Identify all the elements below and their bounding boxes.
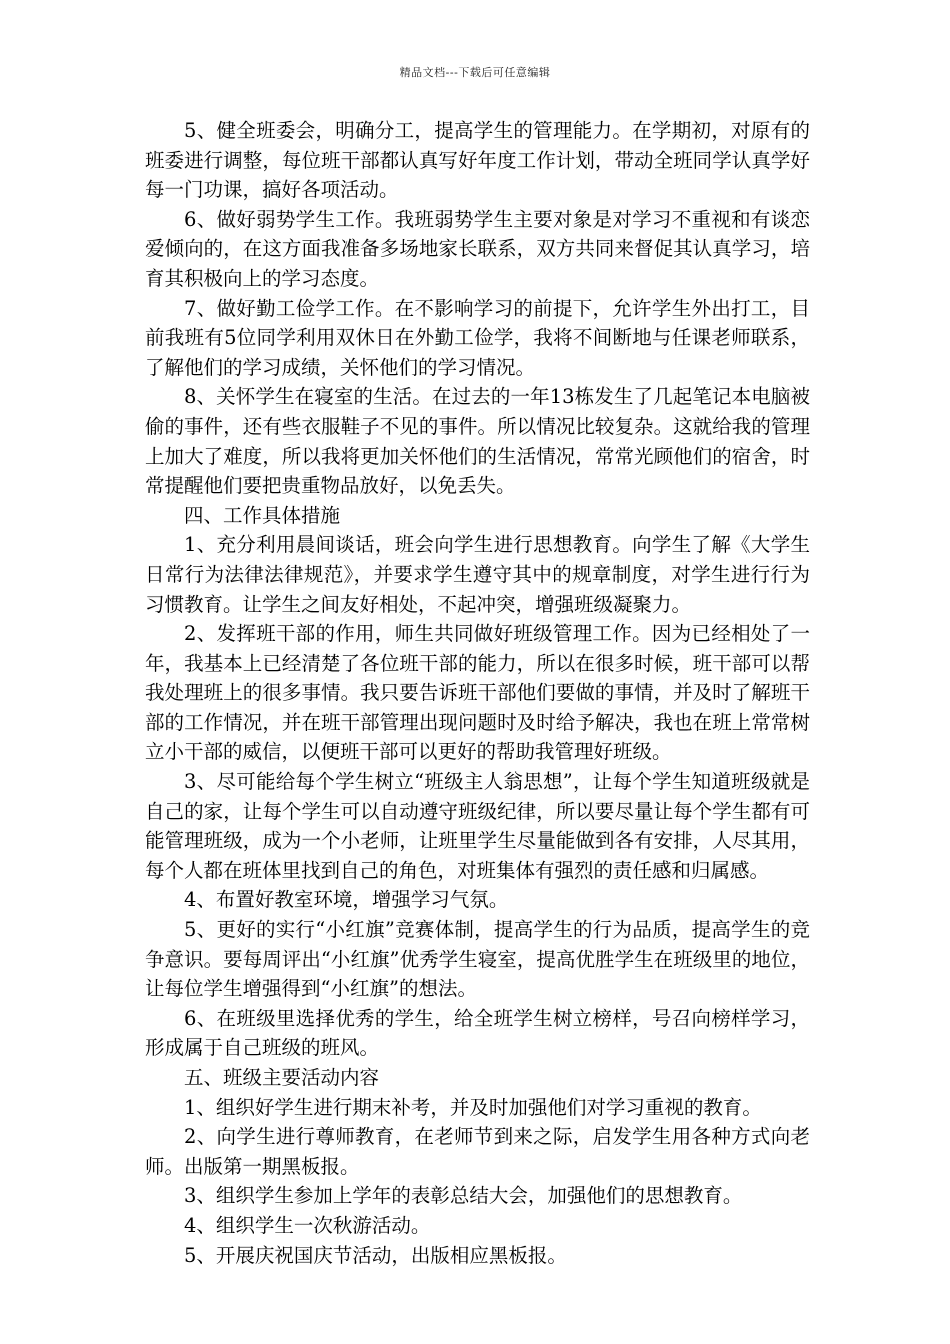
page-header: 精品文档---下载后可任意编辑	[399, 66, 551, 79]
paragraph-measure-6: 6、在班级里选择优秀的学生，给全班学生树立榜样，号召向榜样学习，形成属于自己班级的班风。	[145, 1006, 810, 1060]
paragraph-activity-5: 5、开展庆祝国庆节活动，出版相应黑板报。	[184, 1243, 567, 1267]
paragraph-measure-4: 4、布置好教室环境，增强学习气氛。	[184, 888, 509, 912]
paragraph-measure-5: 5、更好的实行“小红旗”竞赛体制，提高学生的行为品质，提高学生的竞争意识。要每周评出“小红旗”优秀学生寝室，提高优胜学生在班级里的地位，让每位学生增强得到“小红旗”的想法。	[145, 918, 810, 1001]
section-heading-measures: 四、工作具体措施	[184, 503, 341, 527]
paragraph-item-5-class-committee: 5、健全班委会，明确分工，提高学生的管理能力。在学期初，对原有的班委进行调整，每位班干部都认真写好年度工作计划，带动全班同学认真学好每一门功课，搞好各项活动。	[145, 119, 810, 202]
paragraph-measure-3: 3、尽可能给每个学生树立“班级主人翁思想”，让每个学生知道班级就是自己的家，让每个学生可以自动遵守班级纪律，所以要尽量让每个学生都有可能管理班级，成为一个小老师，让班里学生尽量能做到各有安排，人尽其用，每个人都在班体里找到自己的角色，对班集体有强烈的责任感和归属感。	[145, 770, 810, 882]
paragraph-item-6-weak-students: 6、做好弱势学生工作。我班弱势学生主要对象是对学习不重视和有谈恋爱倾向的，在这方面我准备多场地家长联系，双方共同来督促其认真学习，培育其积极向上的学习态度。	[145, 207, 810, 290]
paragraph-item-7-work-study: 7、做好勤工俭学工作。在不影响学习的前提下，允许学生外出打工，目前我班有5位同学利用双休日在外勤工俭学，我将不间断地与任课老师联系，了解他们的学习成绩，关怀他们的学习情况。	[145, 296, 810, 379]
paragraph-measure-1: 1、充分利用晨间谈话，班会向学生进行思想教育。向学生了解《大学生日常行为法律法律规范》，并要求学生遵守其中的规章制度，对学生进行行为习惯教育。让学生之间友好相处，不起冲突，增强班级凝聚力。	[145, 533, 810, 616]
paragraph-activity-4: 4、组织学生一次秋游活动。	[184, 1213, 431, 1237]
paragraph-activity-2: 2、向学生进行尊师教育，在老师节到来之际，启发学生用各种方式向老师。出版第一期黑板报。	[145, 1125, 810, 1178]
section-heading-activities: 五、班级主要活动内容	[184, 1066, 380, 1089]
paragraph-item-8-dorm-life: 8、关怀学生在寝室的生活。在过去的一年13栋发生了几起笔记本电脑被偷的事件，还有些衣服鞋子不见的事件。所以情况比较复杂。这就给我的管理上加大了难度，所以我将更加关怀他们的生活情况，常常光顾他们的宿舍，时常提醒他们要把贵重物品放好，以免丢失。	[145, 385, 810, 498]
document-body	[145, 116, 810, 1270]
paragraph-measure-2: 2、发挥班干部的作用，师生共同做好班级管理工作。因为已经相处了一年，我基本上已经清楚了各位班干部的能力，所以在很多时候，班干部可以帮我处理班上的很多事情。我只要告诉班干部他们要做的事情，并及时了解班干部的工作情况，并在班干部管理出现问题时及时给予解决，我也在班上常常树立小干部的威信，以便班干部可以更好的帮助我管理好班级。	[145, 622, 810, 764]
paragraph-activity-3: 3、组织学生参加上学年的表彰总结大会，加强他们的思想教育。	[184, 1184, 743, 1208]
paragraph-activity-1: 1、组织好学生进行期末补考，并及时加强他们对学习重视的教育。	[184, 1095, 762, 1119]
